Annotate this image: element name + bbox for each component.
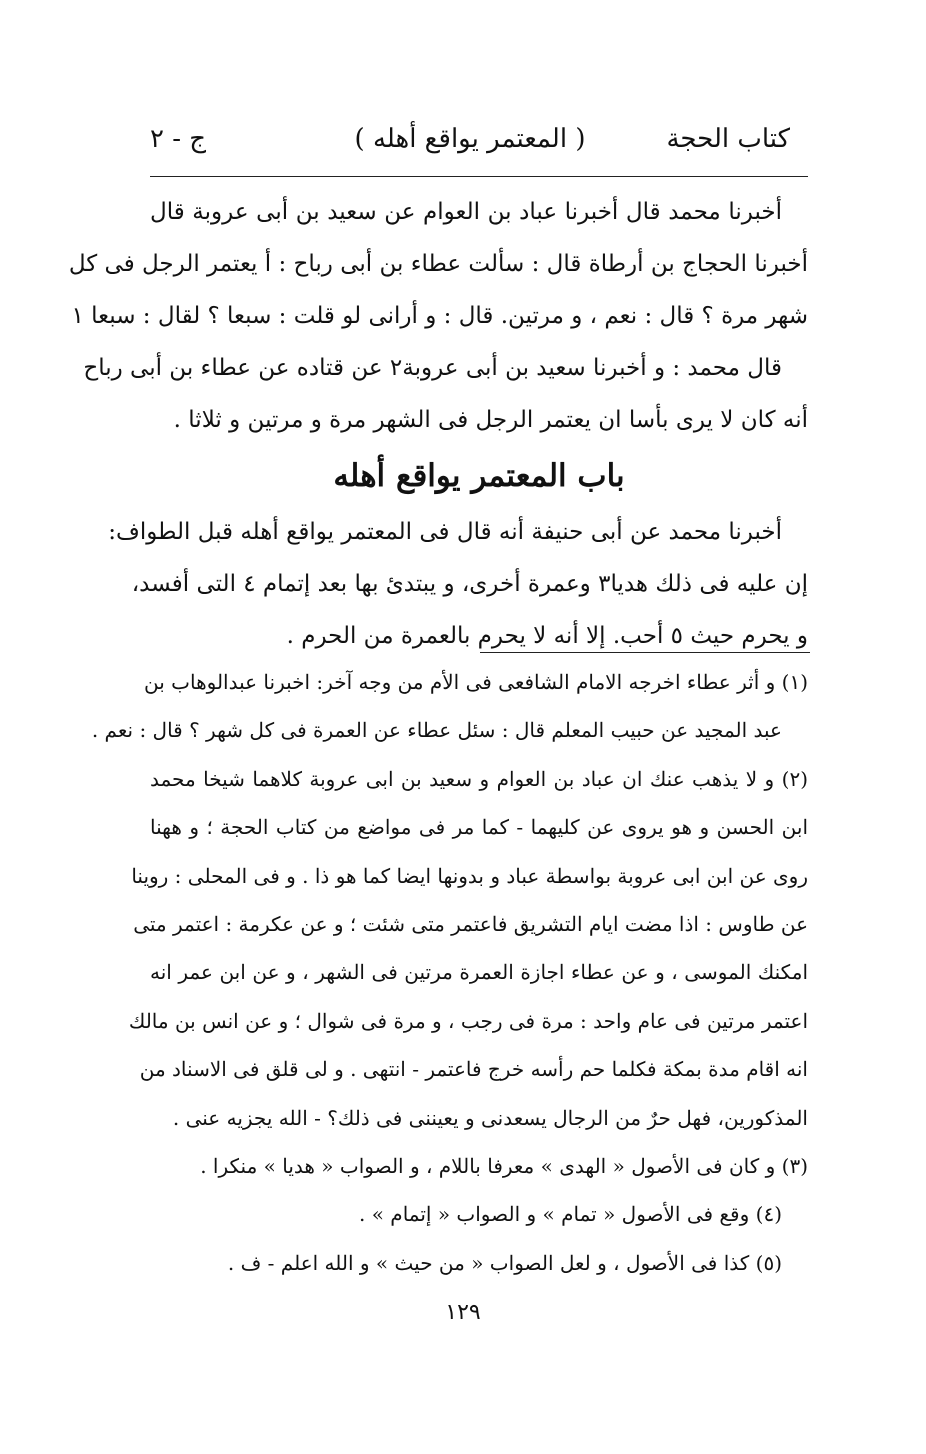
text-line: أخبرنا الحجاج بن أرطاة قال : سألت عطاء بن أبى رباح : أ يعتمر الرجل فى كل <box>68 251 808 277</box>
footnote-line: (٤) وقع فى الأصول « تمام » و الصواب « إتمام » . <box>359 1202 782 1227</box>
section-heading: باب المعتمر يواقع أهله <box>333 458 625 494</box>
text-line: قال محمد : و أخبرنا سعيد بن أبى عروبة٢ عن قتاده عن عطاء بن أبى رباح <box>83 355 782 381</box>
header-book-title: كتاب الحجة <box>666 124 790 154</box>
footnote-rule <box>480 652 810 653</box>
text-line: أخبرنا محمد عن أبى حنيفة أنه قال فى المعتمر يواقع أهله قبل الطواف: <box>108 519 782 545</box>
footnote-line: عن طاوس : اذا مضت ايام التشريق فاعتمر متى شئت ؛ و عن عكرمة : اعتمر متى <box>133 911 808 936</box>
footnote-line: روى عن ابن ابى عروبة بواسطة عباد و بدونها ايضا كما هو ذا . و فى المحلى : روينا <box>131 863 808 888</box>
header-volume: ج - ٢ <box>150 124 207 154</box>
footnote-line: (٣) و كان فى الأصول « الهدى » معرفا باللام ، و الصواب « هديا » منكرا . <box>200 1153 808 1178</box>
page-number: ١٢٩ <box>445 1300 481 1325</box>
header-rule <box>150 176 808 177</box>
header-chapter-title: ( المعتمر يواقع أهله ) <box>354 124 586 154</box>
text-line: شهر مرة ؟ قال : نعم ، و مرتين. قال : و أرانى لو قلت : سبعا ؟ لقال : سبعا ١ <box>71 303 808 329</box>
text-line: إن عليه فى ذلك هديا٣ وعمرة أخرى، و يبتدئ بها بعد إتمام ٤ التى أفسد، <box>131 571 808 597</box>
footnote-line: انه اقام مدة بمكة فكلما حم رأسه خرج فاعتمر - انتهى . و لى قلق فى الاسناد من <box>139 1057 808 1082</box>
footnote-line: (٢) و لا يذهب عنك ان عباد بن العوام و سعيد بن ابى عروبة كلاهما شيخا محمد <box>150 766 808 791</box>
text-line: و يحرم حيث ٥ أحب. إلا أنه لا يحرم بالعمرة من الحرم . <box>286 623 808 649</box>
footnote-line: عبد المجيد عن حبيب المعلم قال : سئل عطاء عن العمرة فى كل شهر ؟ قال : نعم . <box>91 718 782 743</box>
footnote-line: (٥) كذا فى الأصول ، و لعل الصواب « من حيث » و الله اعلم - ف . <box>227 1250 782 1275</box>
footnote-line: المذكورين، فهل حرٌ من الرجال يسعدنى و يعيننى فى ذلك؟ - الله يجزيه عنى . <box>172 1105 808 1130</box>
text-line: أخبرنا محمد قال أخبرنا عباد بن العوام عن سعيد بن أبى عروبة قال <box>150 199 782 225</box>
text-line: أنه كان لا يرى بأسا ان يعتمر الرجل فى الشهر مرة و مرتين و ثلاثا . <box>173 407 808 433</box>
footnote-line: ابن الحسن و هو يروى عن كليهما - كما مر فى مواضع من كتاب الحجة ؛ و ههنا <box>150 815 808 840</box>
main-text <box>68 186 808 662</box>
footnote-line: اعتمر مرتين فى عام واحد : مرة فى رجب ، و مرة فى شوال ؛ و عن انس بن مالك <box>128 1008 808 1033</box>
running-header <box>150 124 790 168</box>
footnotes <box>91 658 808 1287</box>
footnote-line: (١) و أثر عطاء اخرجه الامام الشافعى فى الأم من وجه آخر: اخبرنا عبدالوهاب بن <box>144 670 808 694</box>
footnote-line: امكنك الموسى ، و عن عطاء اجازة العمرة مرتين فى الشهر ، و عن ابن عمر انه <box>150 960 808 985</box>
